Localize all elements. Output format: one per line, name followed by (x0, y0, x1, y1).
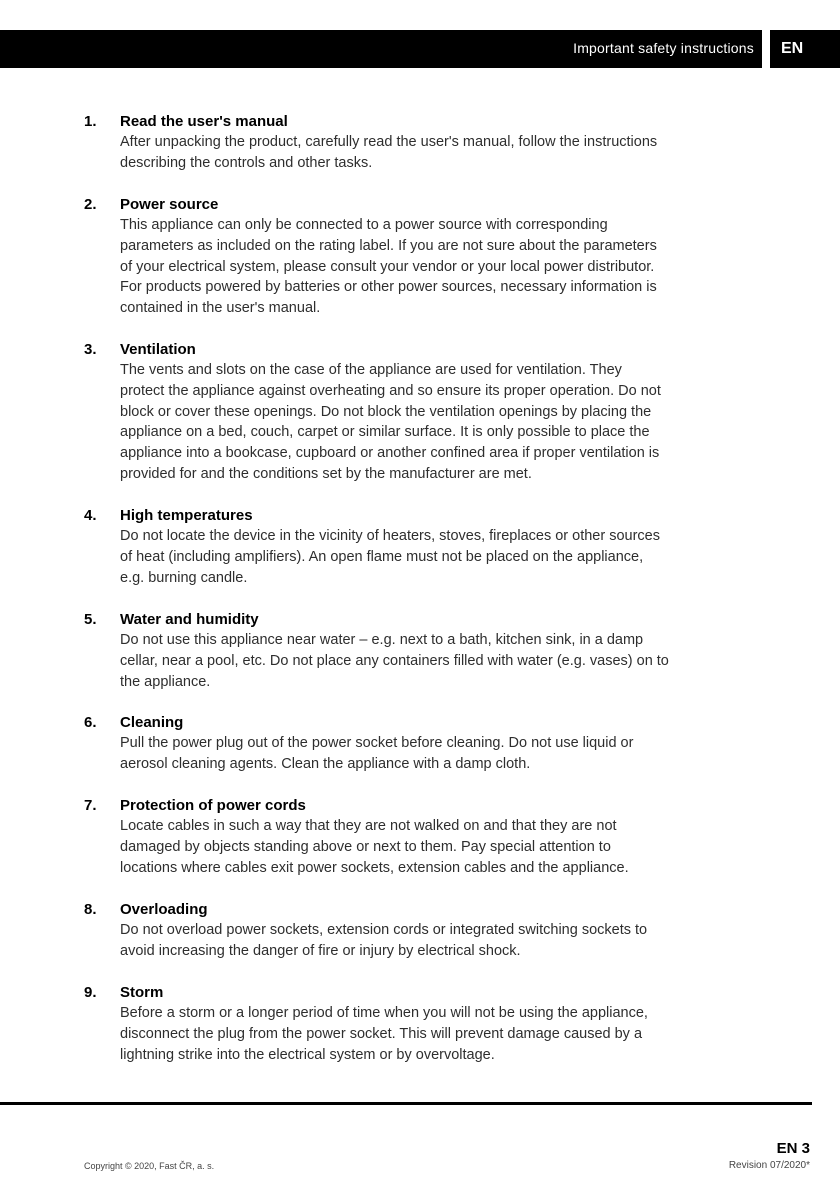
instruction-item (84, 900, 764, 962)
instruction-number: 1. (84, 113, 97, 130)
instruction-body: After unpacking the product, carefully read the user's manual, follow the instructions describing the controls and other tasks. (120, 134, 658, 171)
instruction-body: Do not locate the device in the vicinity of heaters, stoves, fireplaces or other sources of heat (including amplifiers). An open flame must not be placed on the appliance, e.g. burning candle. (120, 528, 660, 586)
instruction-body: This appliance can only be connected to a power source with corresponding parameters as included on the rating label. If you are not sure about the parameters of your electrical system, please consult your vendor or your local power distributor. For products powered by batteries or other power sources, necessary information is contained in the user's manual. (120, 217, 657, 317)
footer-divider (0, 1102, 812, 1105)
instruction-title: Storm (120, 984, 164, 1001)
page-number: EN 3 (776, 1140, 810, 1157)
instruction-item (84, 506, 764, 588)
language-badge: EN (770, 30, 840, 68)
instruction-item (84, 983, 764, 1065)
instruction-item (84, 610, 764, 692)
instruction-title: Power source (120, 196, 219, 213)
instruction-number: 4. (84, 507, 97, 524)
instruction-number: 9. (84, 984, 97, 1001)
instruction-item (84, 340, 764, 485)
copyright-text: Copyright © 2020, Fast ČR, a. s. (84, 1161, 215, 1171)
header-bar (0, 30, 762, 68)
instruction-item (84, 796, 764, 878)
instruction-number: 6. (84, 714, 97, 731)
instruction-item (84, 713, 764, 775)
header-title: Important safety instructions (573, 40, 754, 56)
instruction-title: Ventilation (120, 341, 196, 358)
instruction-number: 7. (84, 797, 97, 814)
instruction-number: 8. (84, 901, 97, 918)
instruction-number: 5. (84, 611, 97, 628)
instruction-title: Protection of power cords (120, 797, 306, 814)
instruction-title: Cleaning (120, 714, 184, 731)
instruction-item (84, 195, 764, 319)
instruction-title: Water and humidity (120, 611, 259, 628)
instruction-item (84, 112, 764, 174)
instruction-body: Locate cables in such a way that they are not walked on and that they are not damaged by objects standing above or next to them. Pay special attention to locations where cables exit power sockets, extension cables and the appliance. (120, 818, 629, 876)
instruction-body: Before a storm or a longer period of time when you will not be using the appliance, disconnect the plug from the power socket. This will prevent damage caused by a lightning strike into the electrical system or by overvoltage. (120, 1005, 648, 1063)
instruction-title: Overloading (120, 901, 208, 918)
instruction-body: Do not use this appliance near water – e.g. next to a bath, kitchen sink, in a damp cellar, near a pool, etc. Do not place any containers filled with water (e.g. vases) on to the appliance. (120, 632, 669, 690)
instruction-number: 3. (84, 341, 97, 358)
instruction-title: Read the user's manual (120, 113, 288, 130)
instruction-body: Pull the power plug out of the power socket before cleaning. Do not use liquid or aerosol cleaning agents. Clean the appliance with a damp cloth. (120, 735, 634, 772)
instruction-body: The vents and slots on the case of the appliance are used for ventilation. They protect the appliance against overheating and so ensure its proper operation. Do not block or cover these openings. Do not block the ventilation openings by placing the appliance on a bed, couch, carpet or similar surface. It is only possible to place the appliance into a bookcase, cupboard or another confined area if proper ventilation is provided for and the conditions set by the manufacturer are met. (120, 362, 661, 482)
instruction-title: High temperatures (120, 507, 253, 524)
revision-text: Revision 07/2020* (728, 1160, 810, 1171)
instruction-number: 2. (84, 196, 97, 213)
instruction-body: Do not overload power sockets, extension cords or integrated switching sockets to avoid increasing the danger of fire or injury by electrical shock. (120, 922, 648, 959)
